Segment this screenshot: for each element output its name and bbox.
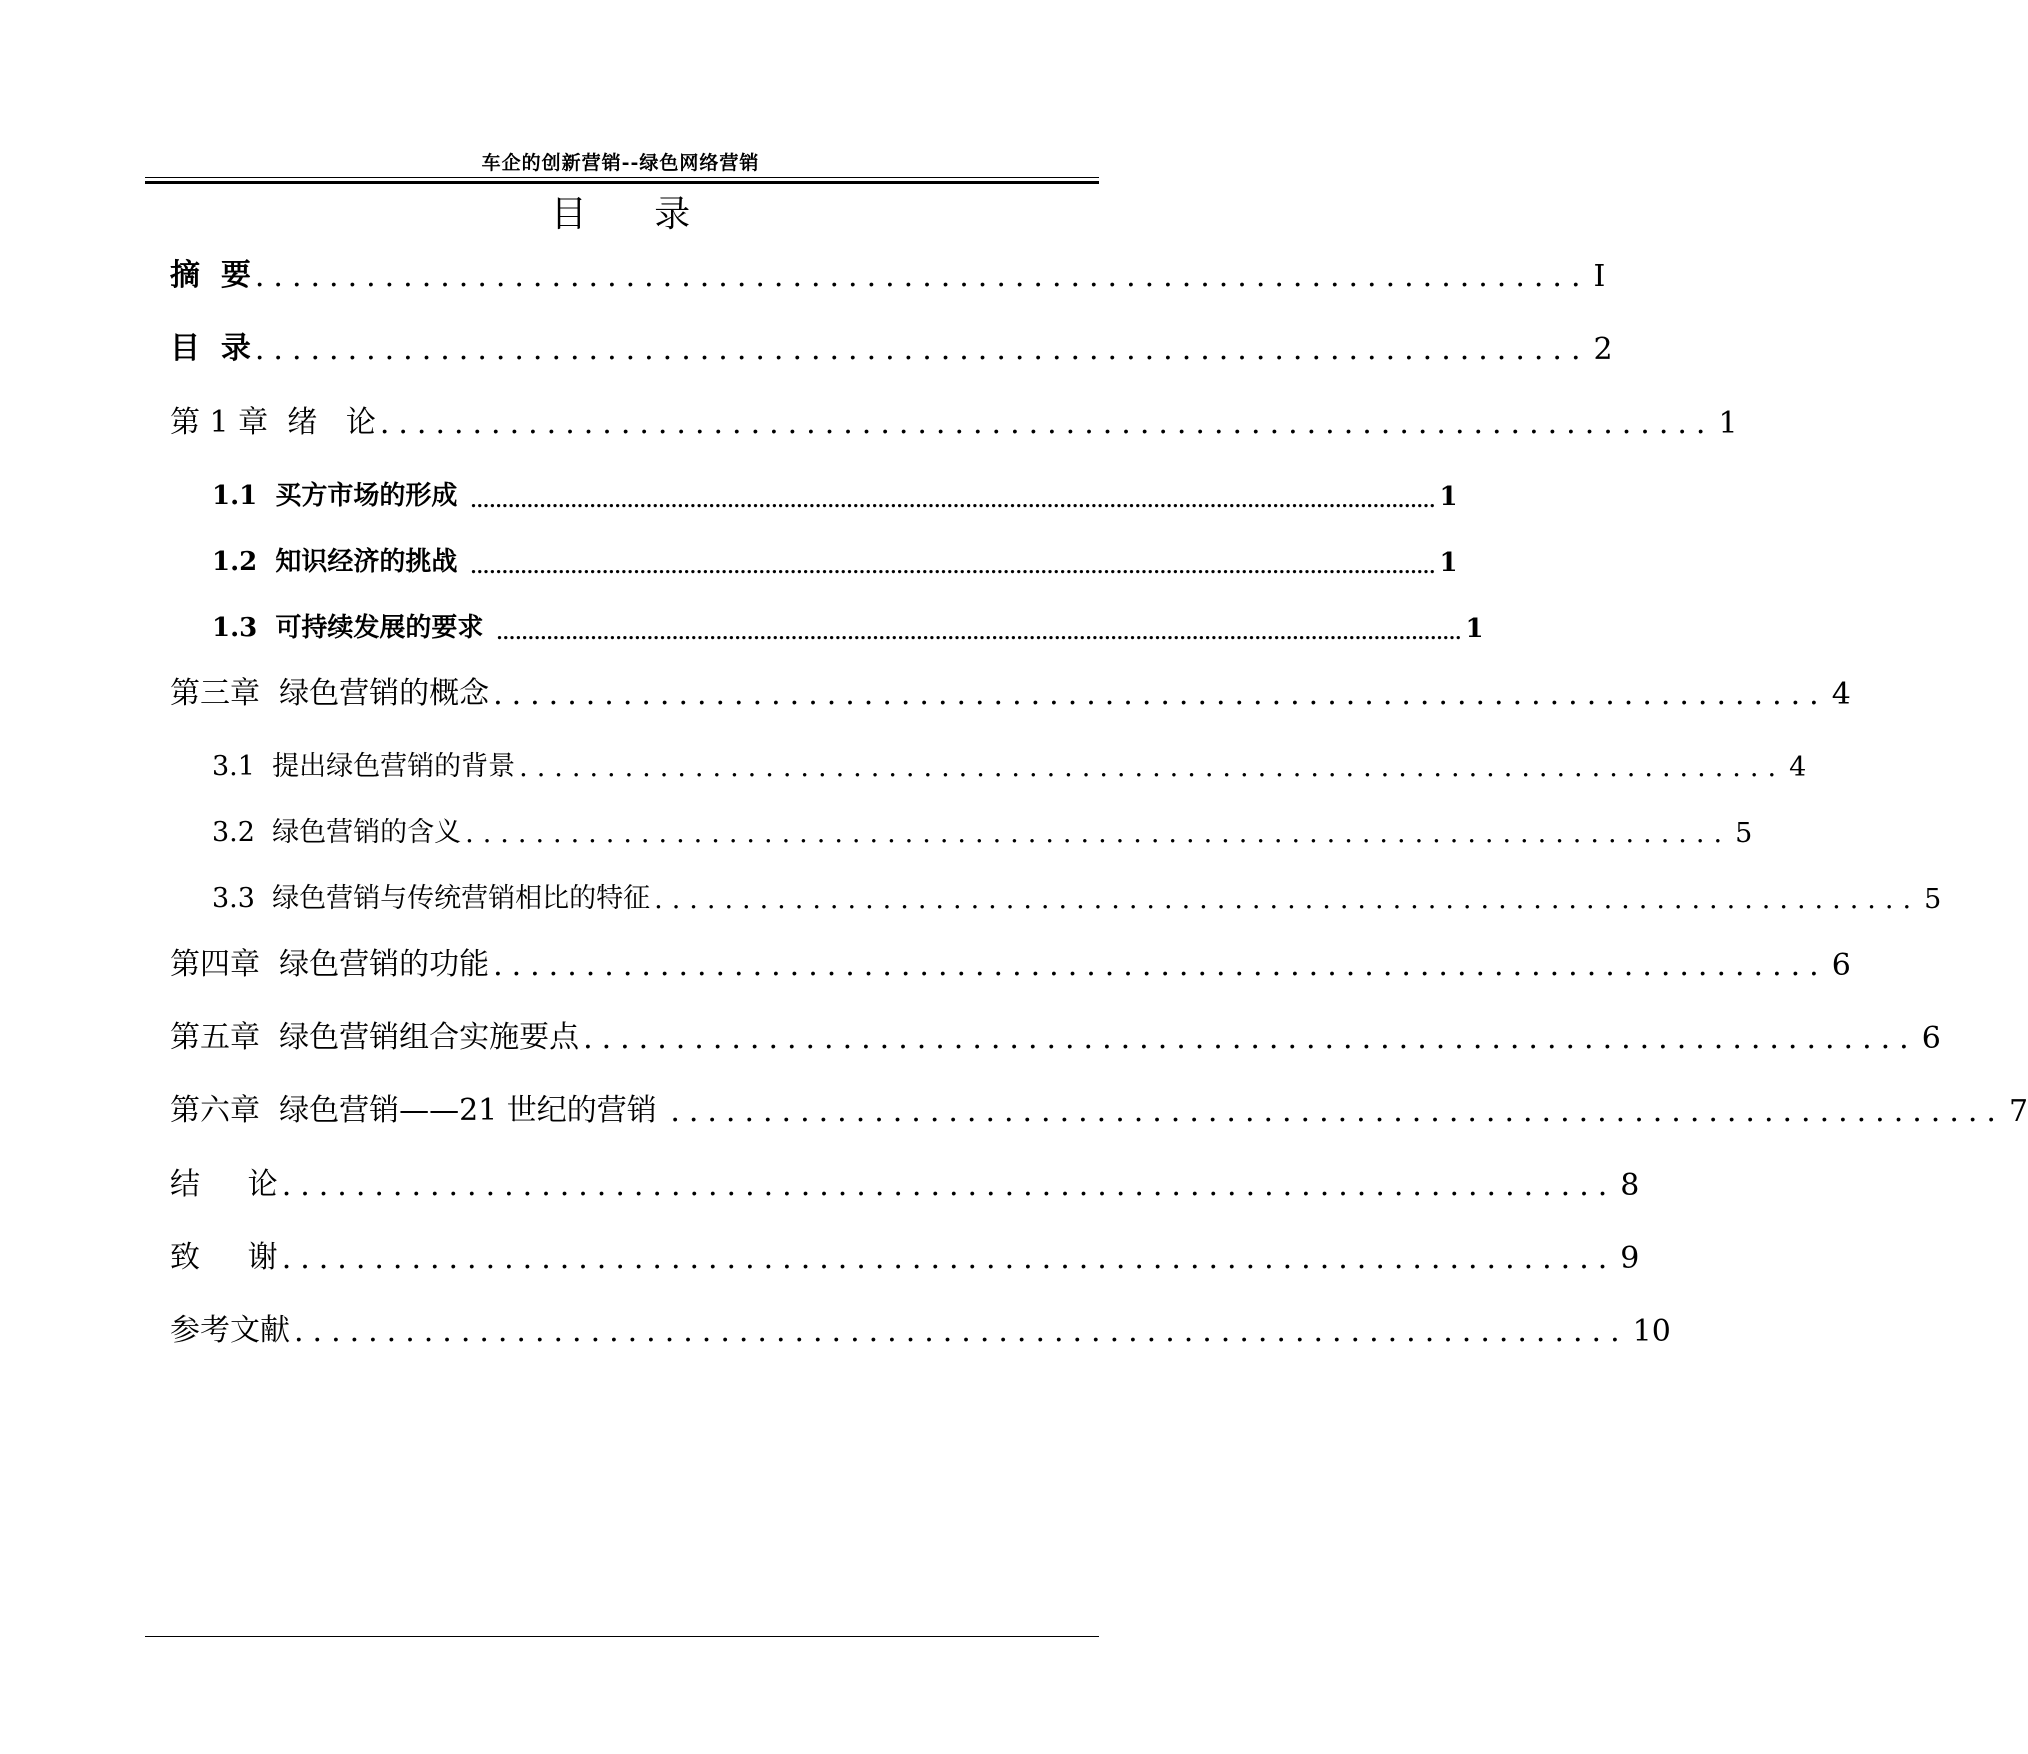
toc-entry-page: 1 xyxy=(1718,406,1738,441)
toc-entry-label: 摘 要 xyxy=(170,258,251,293)
header-rule-thick xyxy=(145,181,1099,184)
toc-leader-dots: ........................................................................ xyxy=(294,1314,1629,1349)
toc-entry-section-1-3[interactable] xyxy=(212,600,1484,644)
toc-entry-label: 3.3 绿色营销与传统营销相比的特征 xyxy=(212,883,651,914)
toc-entry-page: 1 xyxy=(1465,614,1484,644)
toc-entry-label: 第三章 绿色营销的概念 xyxy=(170,676,490,711)
toc-entry-conclusion[interactable] xyxy=(170,1159,1640,1203)
toc-entry-label: 3.2 绿色营销的含义 xyxy=(212,817,462,848)
toc-entry-page: 6 xyxy=(1921,1021,1941,1056)
toc-entry-page: 4 xyxy=(1831,677,1851,712)
toc-entry-abstract[interactable] xyxy=(170,250,1606,294)
toc-leader-dots: ........................................................................ xyxy=(465,818,1732,849)
toc-entry-section-1-2[interactable] xyxy=(212,534,1458,578)
toc-entry-references[interactable] xyxy=(170,1305,1671,1349)
toc-entry-chapter-4[interactable] xyxy=(170,939,1851,983)
toc-entry-chapter-6[interactable] xyxy=(170,1085,2028,1129)
toc-entry-page: 10 xyxy=(1632,1314,1671,1349)
toc-leader-dots: ........................................................................ xyxy=(281,1168,1617,1203)
toc-entry-page: 4 xyxy=(1789,752,1807,783)
toc-entry-label: 结 论 xyxy=(170,1167,278,1202)
toc-entry-label: 目 录 xyxy=(170,331,251,366)
footer-rule xyxy=(145,1636,1099,1637)
toc-entry-page: 6 xyxy=(1831,948,1851,983)
toc-leader-dots: ........................................................................ xyxy=(254,259,1590,294)
toc-entry-page: 7 xyxy=(2008,1094,2028,1129)
toc-entry-page: 9 xyxy=(1620,1241,1640,1276)
toc-leader-dots: .......................................................................................................................................................... xyxy=(496,623,1462,644)
toc-entry-acknowledgements[interactable] xyxy=(170,1232,1640,1276)
toc-entry-section-3-2[interactable] xyxy=(212,805,1753,849)
toc-entry-page: 5 xyxy=(1735,818,1753,849)
toc-entry-page: 1 xyxy=(1439,548,1458,578)
toc-entry-chapter-5[interactable] xyxy=(170,1012,1941,1056)
toc-entry-page: 2 xyxy=(1593,332,1613,367)
toc-entry-page: I xyxy=(1593,259,1606,294)
toc-leader-dots: ........................................................................ xyxy=(583,1021,1918,1056)
toc-entry-page: 1 xyxy=(1439,482,1458,512)
toc-entry-contents[interactable] xyxy=(170,323,1613,367)
toc-entry-label: 致 谢 xyxy=(170,1240,278,1275)
toc-leader-dots: ........................................................................ xyxy=(519,752,1786,783)
toc-leader-dots: ........................................................................ xyxy=(654,884,1921,915)
header-rule-thin xyxy=(145,177,1099,178)
toc-entry-label: 第五章 绿色营销组合实施要点 xyxy=(170,1020,580,1055)
toc-entry-section-1-1[interactable] xyxy=(212,468,1458,512)
toc-leader-dots: ........................................................................ xyxy=(493,677,1828,712)
toc-entry-page: 5 xyxy=(1924,884,1942,915)
toc-entry-label: 参考文献 xyxy=(170,1313,290,1348)
toc-entry-chapter-3[interactable] xyxy=(170,668,1851,712)
toc-leader-dots: ........................................................................ xyxy=(254,332,1590,367)
toc-title: 目 录 xyxy=(550,194,719,235)
toc-entry-page: 8 xyxy=(1620,1168,1640,1203)
toc-leader-dots: ........................................................................ xyxy=(379,406,1715,441)
toc-entry-label: 1.3 可持续发展的要求 xyxy=(212,613,493,643)
toc-entry-section-3-1[interactable] xyxy=(212,739,1807,783)
toc-entry-label: 1.2 知识经济的挑战 xyxy=(212,547,467,577)
toc-entry-label: 3.1 提出绿色营销的背景 xyxy=(212,751,516,782)
toc-entry-section-3-3[interactable] xyxy=(212,871,1942,915)
toc-leader-dots: ........................................................................ xyxy=(493,948,1828,983)
toc-leader-dots: ........................................................................ xyxy=(281,1241,1617,1276)
toc-leader-dots: ........................................................................ xyxy=(670,1094,2005,1129)
toc-entry-label: 第四章 绿色营销的功能 xyxy=(170,947,490,982)
toc-leader-dots: .......................................................................................................................................................... xyxy=(470,491,1436,512)
toc-entry-label: 第六章 绿色营销——21 世纪的营销 xyxy=(170,1093,667,1128)
running-header: 车企的创新营销--绿色网络营销 xyxy=(481,152,760,174)
toc-entry-label: 1.1 买方市场的形成 xyxy=(212,481,467,511)
toc-entry-chapter-1[interactable] xyxy=(170,397,1738,441)
toc-leader-dots: .......................................................................................................................................................... xyxy=(470,557,1436,578)
toc-entry-label: 第 1 章 绪 论 xyxy=(170,405,376,440)
